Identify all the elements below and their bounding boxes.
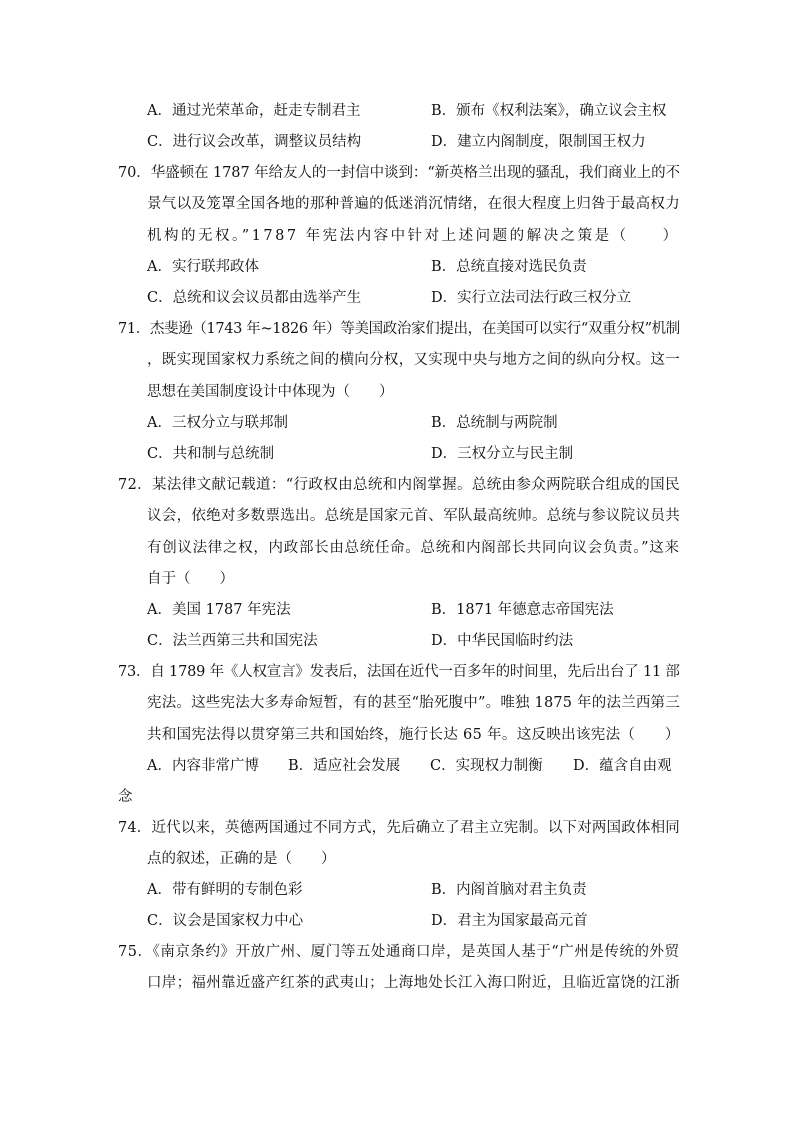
q72-stem-line-1: 72．某法律文献记载道：“行政权由总统和内阁掌握。总统由参众两院联合组成的国民 [118, 477, 680, 493]
q71-option-c: C．共和制与总统制 [147, 446, 275, 462]
q70-stem-line-2: 景气以及笼罩全国各地的那种普遍的低迷消沉情绪，在很大程度上归咎于最高权力 [147, 196, 680, 212]
q73-option-a: A．内容非常广博 [147, 758, 259, 774]
q73-stem-line-2: 宪法。这些宪法大多寿命短暂，有的甚至“胎死腹中”。唯独 1875 年的法兰西第三 [147, 695, 680, 711]
q69-option-a: A．通过光荣革命，赶走专制君主 [147, 103, 361, 119]
q75-stem-line-1: 75．《南京条约》开放广州、厦门等五处通商口岸，是英国人基于“广州是传统的外贸 [118, 944, 680, 960]
q73-option-d-wrap: 念 [118, 789, 133, 805]
q71-stem-line-2: ，既实现国家权力系统之间的横向分权，又实现中央与地方之间的纵向分权。这一 [147, 352, 680, 368]
q71-option-a: A．三权分立与联邦制 [147, 415, 288, 431]
q72-option-d: D．中华民国临时约法 [431, 633, 574, 649]
q70-option-d: D．实行立法司法行政三权分立 [431, 290, 632, 306]
q72-option-c: C．法兰西第三共和国宪法 [147, 633, 318, 649]
q69-option-c: C．进行议会改革，调整议员结构 [147, 134, 362, 150]
q73-stem-line-3: 共和国宪法得以贯穿第三共和国始终，施行长达 65 年。这反映出该宪法（ ） [147, 727, 680, 743]
q74-option-a: A．带有鲜明的专制色彩 [147, 882, 303, 898]
q73-stem-line-1: 73．自 1789 年《人权宣言》发表后，法国在近代一百多年的时间里，先后出台了 11 部 [118, 664, 680, 680]
q71-option-d: D．三权分立与民主制 [431, 446, 574, 462]
q75-stem-line-2: 口岸；福州靠近盛产红茶的武夷山；上海地处长江入海口附近，且临近富饶的江浙 [147, 975, 680, 991]
q69-option-b: B．颁布《权利法案》，确立议会主权 [431, 103, 667, 119]
q72-stem-line-2: 议会，依绝对多数票选出。总统是国家元首、军队最高统帅。总统与参议院议员共 [147, 508, 680, 524]
q70-option-b: B．总统直接对选民负责 [431, 259, 587, 275]
q72-option-b: B．1871 年德意志帝国宪法 [431, 602, 614, 618]
q71-stem-line-1: 71．杰斐逊（1743 年~1826 年）等美国政治家们提出，在美国可以实行“双重分权”机制 [118, 321, 680, 337]
q70-option-a: A．实行联邦政体 [147, 259, 259, 275]
q72-option-a: A．美国 1787 年宪法 [147, 602, 291, 618]
q70-option-c: C．总统和议会议员都由选举产生 [147, 290, 362, 306]
q74-option-c: C．议会是国家权力中心 [147, 913, 304, 929]
q74-option-b: B．内阁首脑对君主负责 [431, 882, 587, 898]
q73-option-b: B．适应社会发展 [288, 758, 401, 774]
q73-option-c: C．实现权力制衡 [430, 758, 543, 774]
q71-option-b: B．总统制与两院制 [431, 415, 558, 431]
q74-stem-line-1: 74．近代以来，英德两国通过不同方式，先后确立了君主立宪制。以下对两国政体相同 [118, 820, 680, 836]
q69-option-d: D．建立内阁制度，限制国王权力 [431, 134, 646, 150]
q72-stem-line-3: 有创议法律之权，内政部长由总统任命。总统和内阁部长共同向议会负责。”这来 [147, 540, 680, 556]
q70-stem-line-3: 机构的无权。”1787 年宪法内容中针对上述问题的解决之策是（ ） [147, 228, 680, 244]
q71-stem-line-3: 思想在美国制度设计中体现为（ ） [147, 384, 394, 400]
q70-stem-line-1: 70．华盛顿在 1787 年给友人的一封信中谈到：“新英格兰出现的骚乱，我们商业上的不 [118, 165, 680, 181]
q73-option-d: D．蕴含自由观 [573, 758, 672, 774]
q74-option-d: D．君主为国家最高元首 [431, 913, 588, 929]
q74-stem-line-2: 点的叙述，正确的是（ ） [147, 851, 336, 867]
q72-stem-line-4: 自于（ ） [147, 571, 234, 587]
